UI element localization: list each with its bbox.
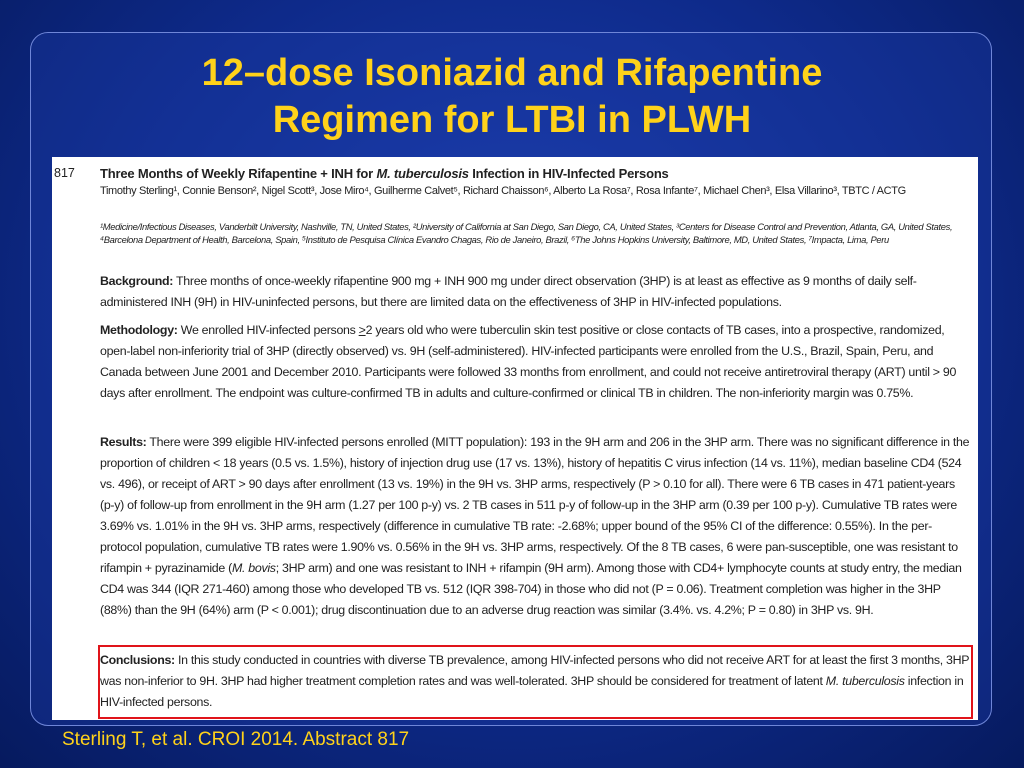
results-label: Results: [100,435,147,449]
results-text-a: There were 399 eligible HIV-infected persons enrolled (MITT population): 193 in the 9H arm and 206 in the 3HP arm. There was no significant difference in the proportion of children < 18 years (0.5 vs. 1.5%), history of injection drug use (17 vs. 13%), history of hepatitis C virus infection (14 vs. 11%), median baseline CD4 (524 vs. 496), or receipt of ART > 90 days after enrollment (13 vs. 19%) in the 9H vs. 3HP arms, respectively (P > 0.10 for all). There were 6 TB cases in 471 patient-years (p-y) of follow-up from enrollment in the 9H arm (1.27 per 100 p-y) vs. 2 TB cases in 511 p-y of follow-up in the 3HP arm (0.39 per 100 p-y). Cumulative TB rates were 3.69% vs. 1.01% in the 9H vs. 3HP arms, respectively (difference in cumulative TB rate: -2.68%; upper bound of the 95% CI of the difference: 0.55%). In the per-protocol population, cumulative TB rates were 1.90% vs. 0.56% in the 9H vs. 3HP arms, respectively. Of the 8 TB cases, 6 were pan-susceptible, one was resistant to rifampin + pyrazinamide ( [100,435,970,575]
abstract-image [52,157,978,720]
abstract-title-suffix: Infection in HIV-Infected Persons [468,166,669,181]
conclusions-text-b: infection in HIV-infected persons. [100,674,964,709]
methodology-ge-symbol: > [358,323,366,337]
citation-footer: Sterling T, et al. CROI 2014. Abstract 817 [62,729,410,750]
methodology-section [100,320,972,404]
methodology-text-b: 2 years old who were tuberculin skin test positive or close contacts of TB cases, into a prospective, randomized, open-label non-inferiority trial of 3HP (directly observed) vs. 9H (self-administered). HIV-infected participants were enrolled from the U.S., Brazil, Spain, Peru, and Canada between June 2001 and December 2010. Participants were followed 33 months from enrollment, and could not receive antiretroviral therapy (ART) until > 90 days after enrollment. The endpoint was culture-confirmed TB in adults and culture-confirmed or clinical TB in children. The non-inferiority margin was 0.75%. [100,323,957,400]
abstract-affiliations: ¹Medicine/Infectious Diseases, Vanderbilt University, Nashville, TN, United States, ²University of California at San Diego, San Diego, CA, United States, ³Centers for Disease Control and Prevention, Atlanta, GA, United States, ⁴Barcelona Department of Health, Barcelona, Spain, ⁵Instituto de Pesquisa Clínica Evandro Chagas, Rio de Janeiro, Brazil, ⁶The Johns Hopkins University, Baltimore, MD, United States, ⁷Impacta, Lima, Peru [100,221,953,245]
background-text: Three months of once-weekly rifapentine 900 mg + INH 900 mg under direct observation (3HP) is at least as effective as 9 months of daily self-administered INH (9H) in HIV-uninfected persons, but there are limited data on the effectiveness of 3HP in HIV-infected populations. [100,274,917,309]
methodology-text-a: We enrolled HIV-infected persons [177,323,359,337]
conclusions-text-a: In this study conducted in countries with diverse TB prevalence, among HIV-infected persons who did not receive ART for at least the first 3 months, 3HP was non-inferior to 9H. 3HP had higher treatment completion rates and was well-tolerated. 3HP should be considered for treatment of latent [100,653,970,688]
conclusions-section [100,650,972,713]
methodology-label: Methodology: [100,323,178,337]
abstract-authors: Timothy Sterling¹, Connie Benson², Nigel Scott³, Jose Miro⁴, Guilherme Calvet⁵, Richard Chaisson⁶, Alberto La Rosa⁷, Rosa Infante⁷, Michael Chen³, Elsa Villarino³, TBTC / ACTG [100,185,906,197]
background-label: Background: [100,274,174,288]
abstract-title-italic: M. tuberculosis [376,166,469,181]
results-italic: M. bovis [231,561,276,575]
slide-title-line-2: Regimen for LTBI in PLWH [272,99,752,141]
results-text-b: ; 3HP arm) and one was resistant to INH + rifampin (9H arm). Among those with CD4+ lymphocyte counts at study entry, the median CD4 was 344 (IQR 271-460) among those who developed TB vs. 512 (IQR 398-704) in those who did not (P = 0.06). Treatment completion was higher in the 3HP (88%) than the 9H (64%) arm (P < 0.001); drug discontinuation due to an adverse drug reaction was similar (3.4%. vs. 4.2%; P = 0.80) in 3HP vs. 9H. [100,561,962,617]
conclusions-label: Conclusions: [100,653,175,667]
slide-title [0,50,1024,144]
abstract-title-prefix: Three Months of Weekly Rifapentine + INH for [100,166,377,181]
abstract-number: 817 [54,166,75,180]
background-section [100,271,972,313]
conclusions-italic: M. tuberculosis [825,674,905,688]
slide-title-line-1: 12–dose Isoniazid and Rifapentine [201,52,823,94]
results-section [100,432,972,621]
abstract-title [100,163,669,184]
